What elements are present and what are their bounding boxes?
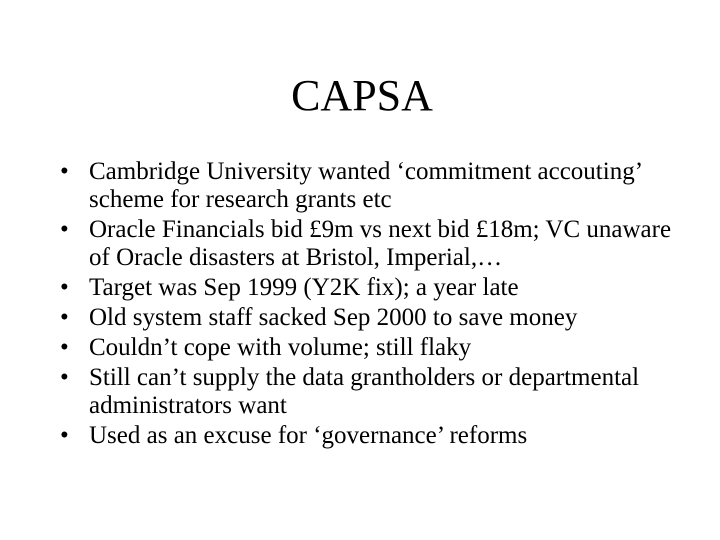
bullet-item-2 — [60, 216, 690, 272]
bullet-icon: • — [60, 274, 69, 301]
bullet-icon: • — [60, 304, 69, 331]
bullet-text: Cambridge University wanted ‘commitment accouting’ scheme for research grants etc — [89, 158, 642, 213]
bullet-item-5 — [60, 334, 690, 362]
bullet-icon: • — [60, 158, 69, 185]
bullet-text: Target was Sep 1999 (Y2K fix); a year late — [89, 274, 519, 301]
bullet-item-7 — [60, 422, 690, 450]
bullet-text: Old system staff sacked Sep 2000 to save money — [89, 304, 578, 331]
bullet-icon: • — [60, 364, 69, 391]
bullet-text: Couldn’t cope with volume; still flaky — [89, 334, 472, 361]
bullet-item-1 — [60, 158, 690, 214]
bullet-item-4 — [60, 304, 690, 332]
bullet-item-6 — [60, 364, 690, 420]
bullet-list — [60, 158, 690, 452]
bullet-icon: • — [60, 334, 69, 361]
bullet-text: Oracle Financials bid £9m vs next bid £18m; VC unaware of Oracle disasters at Bristol, Imperial,… — [89, 216, 672, 271]
bullet-icon: • — [60, 422, 69, 449]
bullet-text: Used as an excuse for ‘governance’ reforms — [89, 422, 528, 449]
bullet-icon: • — [60, 216, 69, 243]
slide-title: CAPSA — [291, 71, 433, 120]
bullet-item-3 — [60, 274, 690, 302]
bullet-text: Still can’t supply the data grantholders or departmental administrators want — [89, 364, 640, 419]
